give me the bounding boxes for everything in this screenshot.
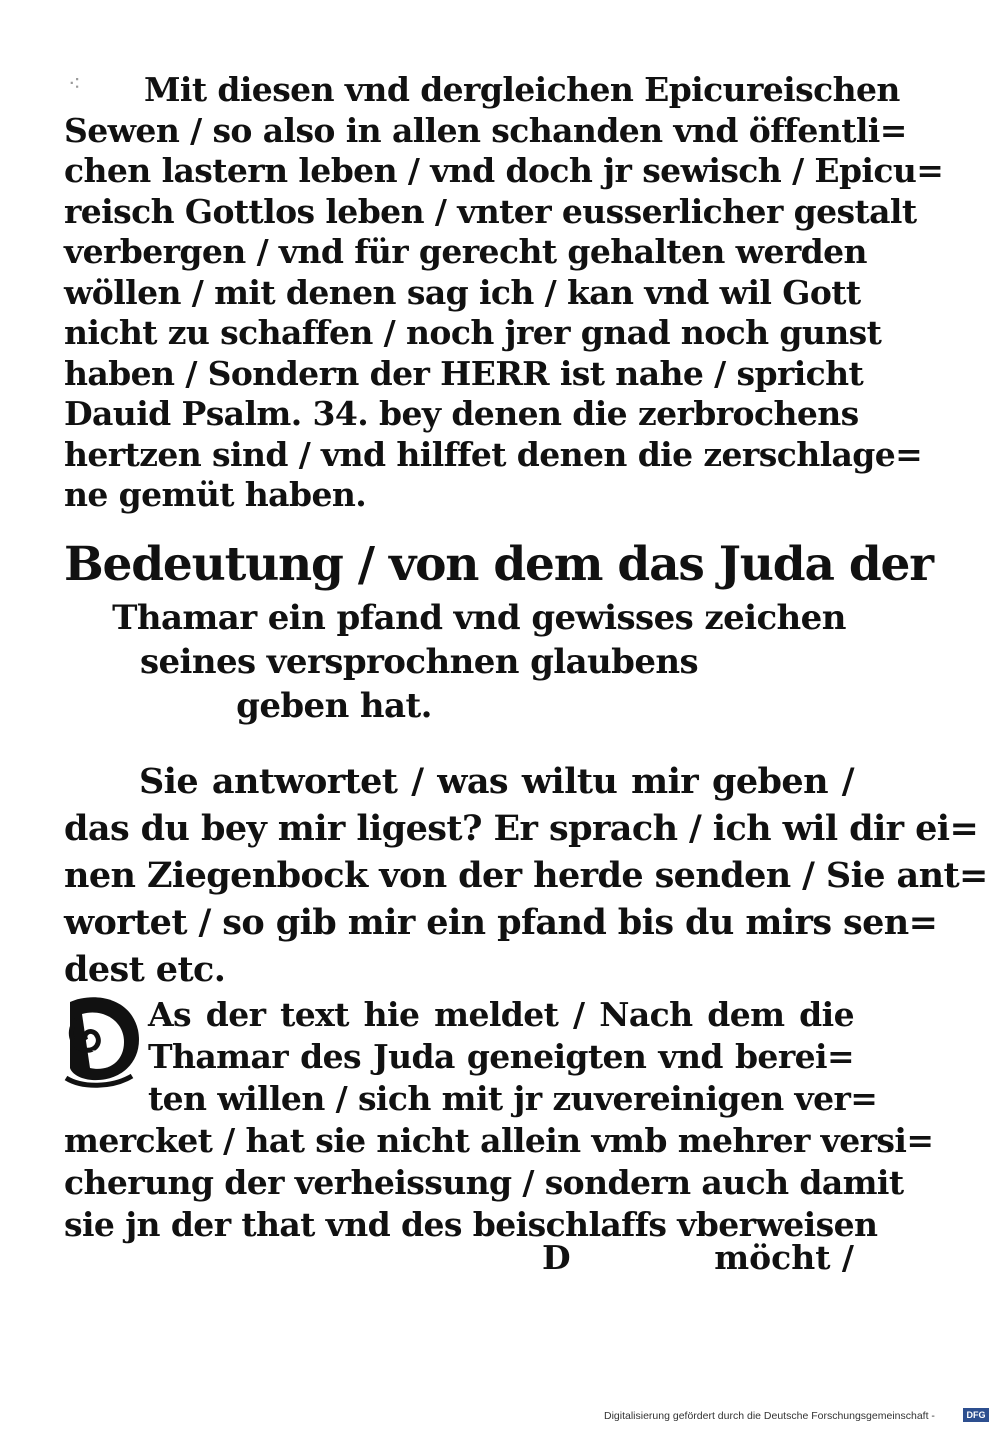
text-line: wortet / so gib mir ein pfand bis du mirs sen= xyxy=(64,902,938,943)
catchword: möcht / xyxy=(714,1238,854,1277)
text-line: nicht zu schaffen / noch jrer gnad noch gunst xyxy=(64,313,882,352)
text-line: reisch Gottlos leben / vnter eusserlicher gestalt xyxy=(64,191,917,231)
text-line: Mit diesen vnd dergleichen Epicureischen xyxy=(144,70,900,109)
text-line: ne gemüt haben. xyxy=(64,475,367,514)
text-line: verbergen / vnd für gerecht gehalten werden xyxy=(64,232,867,271)
heading-line: Thamar ein pfand vnd gewisses zeichen xyxy=(112,598,846,638)
margin-smudge: ⁖ xyxy=(68,72,81,97)
text-line: Thamar des Juda geneigten vnd berei= xyxy=(148,1037,854,1076)
heading-line: geben hat. xyxy=(236,686,432,726)
text-line: das du bey mir ligest? Er sprach / ich wil dir ei= xyxy=(64,808,979,849)
heading-line: Bedeutung / von dem das Juda der xyxy=(64,537,933,592)
text-line: Sie antwortet / was wiltu mir geben / xyxy=(139,761,854,802)
text-line: ten willen / sich mit jr zuvereinigen ver= xyxy=(148,1079,878,1118)
text-line: Dauid Psalm. 34. bey denen die zerbrochens xyxy=(64,394,859,433)
text-line: nen Ziegenbock von der herde senden / Sie ant= xyxy=(64,855,988,896)
text-line: sie jn der that vnd des beischlaffs vberweisen xyxy=(64,1205,878,1244)
text-line: chen lastern leben / vnd doch jr sewisch / Epicu= xyxy=(64,151,944,190)
paragraph-2 xyxy=(64,758,988,993)
text-line: dest etc. xyxy=(64,949,226,990)
heading-line: seines versprochnen glaubens xyxy=(139,642,699,682)
catch-line xyxy=(64,1238,854,1278)
section-heading xyxy=(64,534,933,728)
text-line: wöllen / mit denen sag ich / kan vnd wil Gott xyxy=(64,272,861,312)
paragraph-1 xyxy=(64,70,944,516)
text-line: hertzen sind / vnd hilffet denen die zerschlage= xyxy=(64,434,923,474)
text-line: mercket / hat sie nicht allein vmb mehrer versi= xyxy=(64,1121,934,1160)
text-line: cherung der verheissung / sondern auch damit xyxy=(64,1163,904,1202)
text-line: haben / Sondern der HERR ist nahe / spricht xyxy=(64,353,864,393)
text-line: Sewen / so also in allen schanden vnd öffentli= xyxy=(64,110,907,150)
paragraph-3 xyxy=(64,994,934,1246)
text-line: As der text hie meldet / Nach dem die xyxy=(148,995,854,1034)
dfg-logo: DFG xyxy=(963,1408,989,1422)
initial-letter: D xyxy=(92,1050,101,1061)
digitization-credit: Digitalisierung gefördert durch die Deutsche Forschungsgemeinschaft - xyxy=(604,1410,935,1422)
signature-mark: D xyxy=(542,1238,571,1277)
